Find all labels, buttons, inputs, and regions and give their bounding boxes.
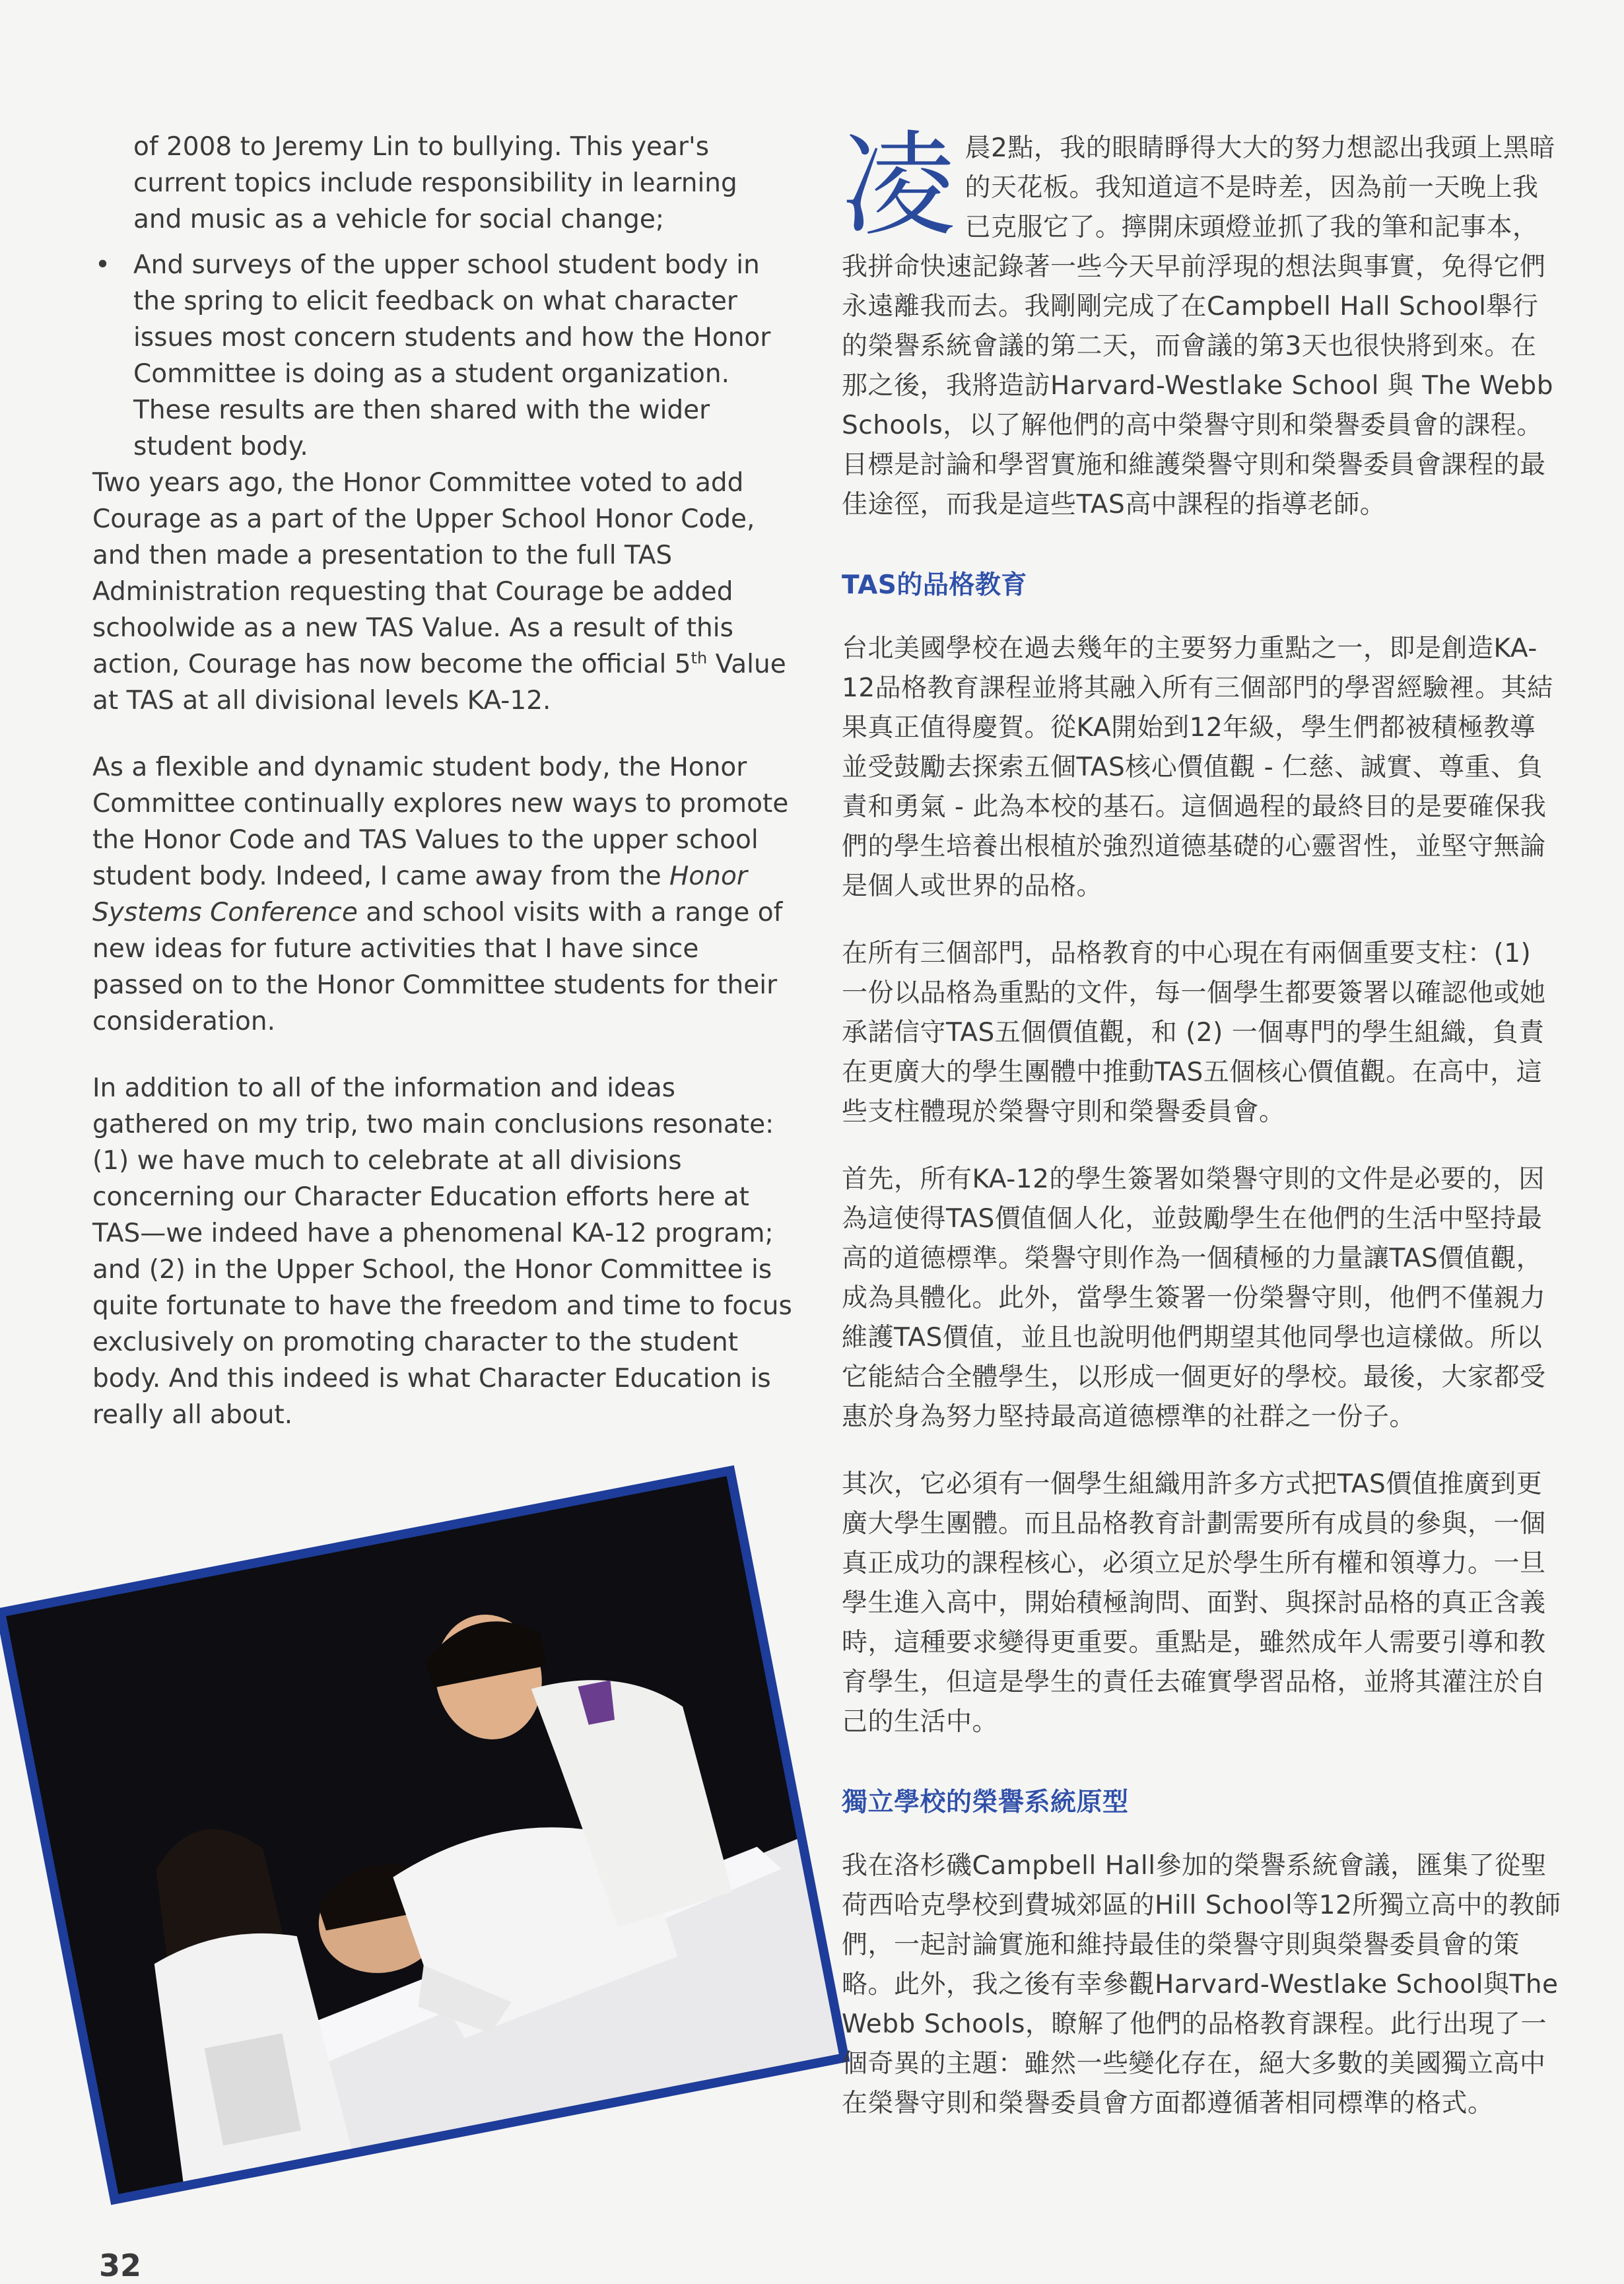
paragraph-cn-4: 其次，它必須有一個學生組織用許多方式把TAS價值推廣到更廣大學生團體。而且品格教育計劃需要所有成員的參與，一個真正成功的課程核心，必須立足於學生所有權和領導力。一旦學生進入高中，開始積極詢問、面對、與探討品格的真正含義時，這種要求變得更重要。重點是，雖然成年人需要引導和教育學生，但這是學生的責任去確實學習品格，並將其灌注於自己的生活中。 [842,1469,1546,1737]
paragraph-courage-text-1: Two years ago, the Honor Committee voted to add Courage as a part of the Upper School Honor Code, and then made a presentation to the full TAS Administration requesting that Courage be added schoolwide as a new TAS Value. As a result of this action, Courage has now become the official 5 [92,468,755,679]
paragraph-cn-2: 在所有三個部門，品格教育的中心現在有兩個重要支柱：(1) 一份以品格為重點的文件，每一個學生都要簽署以確認他或她承諾信守TAS五個價值觀，和 (2) 一個專門的學生組織，負責在更廣大的學生團體中推動TAS五個核心價值觀。在高中，這些支柱體現於榮譽守則和榮譽委員會。 [842,939,1546,1127]
paragraph-cn-3: 首先，所有KA-12的學生簽署如榮譽守則的文件是必要的，因為這使得TAS價值個人化，並鼓勵學生在他們的生活中堅持最高的道德標準。榮譽守則作為一個積極的力量讓TAS價值觀，成為具體化。此外，當學生簽署一份榮譽守則，他們不僅親力維護TAS價值，並且也說明他們期望其他同學也這樣做。所以它能結合全體學生，以形成一個更好的學校。最後，大家都受惠於身為努力堅持最高道德標準的社群之一份子。 [842,1164,1546,1432]
ordinal-suffix: th [691,649,708,667]
page-number: 32 [99,2248,142,2283]
bullet-item [92,247,792,465]
intro-line: of 2008 to Jeremy Lin to bullying. This year's [133,132,710,162]
right-column [842,119,1561,2124]
photo-illustration [6,1476,839,2194]
intro-line: and music as a vehicle for social change; [133,205,664,234]
opening-text: 晨2點，我的眼睛睜得大大的努力想認出我頭上黑暗的天花板。我知道這不是時差，因為前一天晚上我已克服它了。擰開床頭燈並抓了我的筆和記事本，我拼命快速記錄著一些今天早前浮現的想法與事實，免得它們永遠離我而去。我剛剛完成了在Campbell Hall School舉行的榮譽系統會議的第二天，而會議的第3天也很快將到來。在那之後，我將造訪Harvard-Westlake School 與 The Webb Schools，以了解他們的高中榮譽守則和榮譽委員會的課程。目標是討論和學習實施和維護榮譽守則和榮譽委員會課程的最佳途徑，而我是這些TAS高中課程的指導老師。 [842,133,1555,520]
left-column [92,129,792,1433]
drop-cap: 凌 [842,119,956,252]
bullet-marker: • [95,250,111,280]
paragraph-flexible-text-2: and school visits with a range of new ideas for future activities that I have since passed on to the Honor Committee students for their consideration. [92,898,783,1036]
students-signing-photo [0,1465,850,2205]
paragraph-flexible-text-1: As a flexible and dynamic student body, the Honor Committee continually explores new ways to promote the Honor Code and TAS Values to the upper school student body. Indeed, I came away from the [92,753,789,891]
paragraph-conclusion: In addition to all of the information and ideas gathered on my trip, two main conclusions resonate: (1) we have much to celebrate at all divisions concerning our Character Education efforts here at TAS—we indeed have a phenomenal KA-12 program; and (2) in the Upper School, the Honor Committee is quite fortunate to have the freedom and time to focus exclusively on promoting character to the student body. And this indeed is what Character Education is really all about. [92,1073,792,1430]
paragraph-flexible [92,749,792,1040]
paragraph-courage-text-2: Value at TAS at all divisional levels KA-12. [92,650,786,716]
opening-paragraph [842,119,1561,525]
paragraph-courage [92,465,792,719]
paragraph-cn-5: 我在洛杉磯Campbell Hall參加的榮譽系統會議，匯集了從聖荷西哈克學校到費城郊區的Hill School等12所獨立高中的教師們，一起討論實施和維持最佳的榮譽守則與榮譽委員會的策略。此外，我之後有幸參觀Harvard-Westlake School與The Webb Schools，瞭解了他們的品格教育課程。此行出現了一個奇異的主題：雖然一些變化存在，絕大多數的美國獨立高中在榮譽守則和榮譽委員會方面都遵循著相同標準的格式。 [842,1851,1561,2118]
conference-name: Honor Systems Conference [92,861,747,927]
section-heading-honor-systems: 獨立學校的榮譽系統原型 [842,1788,1129,1817]
paragraph-cn-1: 台北美國學校在過去幾年的主要努力重點之一，即是創造KA-12品格教育課程並將其融入所有三個部門的學習經驗裡。其結果真正值得慶賀。從KA開始到12年級，學生們都被積極教導並受鼓勵去探索五個TAS核心價值觀 - 仁慈、誠實、尊重、負責和勇氣 - 此為本校的基石。這個過程的最終目的是要確保我們的學生培養出根植於強烈道德基礎的心靈習性，並堅守無論是個人或世界的品格。 [842,634,1553,901]
bullet-text: And surveys of the upper school student body in the spring to elicit feedback on what character issues most concern students and how the Honor Committee is doing as a student organization. These results are then shared with the wider student body. [133,250,771,461]
intro-line: current topics include responsibility in learning [133,168,737,198]
section-heading-character-education: TAS的品格教育 [842,570,1027,600]
